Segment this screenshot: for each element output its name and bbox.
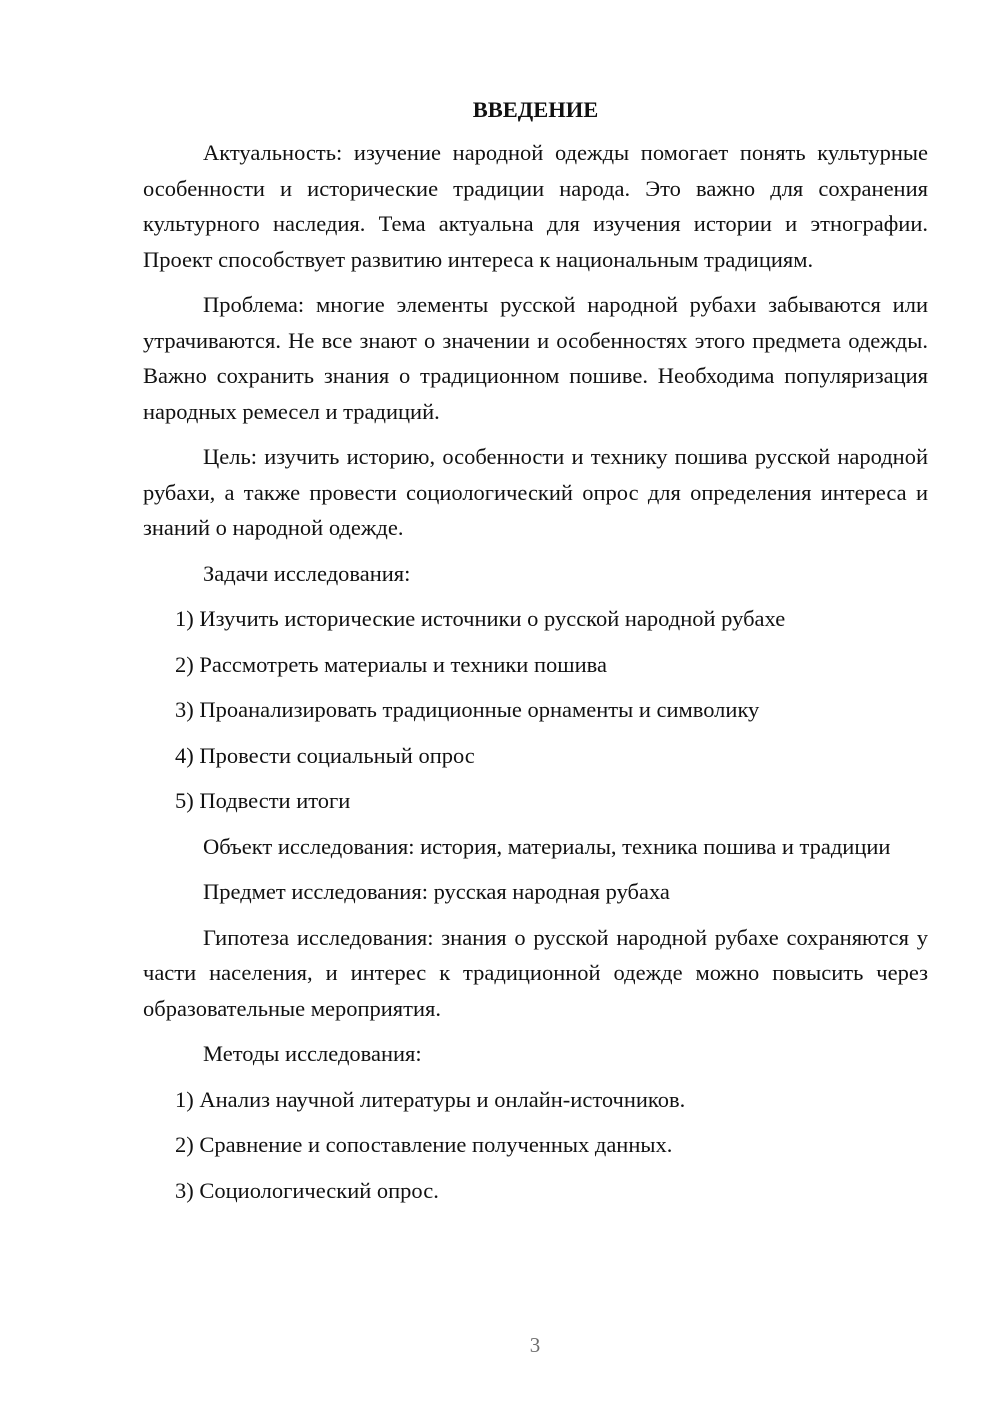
page-content (143, 92, 928, 1218)
object-paragraph: Объект исследования: история, материалы, техника пошива и традиции (203, 833, 891, 859)
list-item: 4) Провести социальный опрос (175, 742, 475, 768)
methods-title: Методы исследования: (203, 1041, 422, 1066)
subject-paragraph: Предмет исследования: русская народная рубаха (203, 879, 670, 904)
methods-list (143, 1082, 928, 1209)
section-heading: ВВЕДЕНИЕ (472, 97, 599, 122)
page-number: 3 (529, 1333, 541, 1357)
relevance-paragraph: Актуальность: изучение народной одежды помогает понять культурные особенности и исторические традиции народа. Это важно для сохранения культурного наследия. Тема актуальна для изучения истории и этнографии. Проект способствует развитию интереса к национальным традициям. (143, 140, 928, 272)
tasks-title: Задачи исследования: (203, 560, 411, 586)
list-item: 3) Проанализировать традиционные орнаменты и символику (175, 697, 760, 722)
problem-paragraph: Проблема: многие элементы русской народной рубахи забываются или утрачиваются. Не все знают о значении и особенностях этого предмета одежды. Важно сохранить знания о традиционном пошиве. Необходима популяризация народных ремесел и традиций. (143, 292, 928, 424)
list-item: 2) Сравнение и сопоставление полученных данных. (175, 1132, 673, 1157)
hypothesis-paragraph: Гипотеза исследования: знания о русской народной рубахе сохраняются у части населения, и интерес к традиционной одежде можно повысить через образовательные мероприятия. (143, 924, 928, 1021)
list-item: 2) Рассмотреть материалы и техники пошива (175, 651, 607, 677)
tasks-list (143, 601, 928, 819)
list-item: 5) Подвести итоги (175, 788, 351, 813)
list-item: 3) Социологический опрос. (175, 1177, 439, 1203)
list-item: 1) Анализ научной литературы и онлайн-источников. (175, 1086, 686, 1112)
list-item: 1) Изучить исторические источники о русской народной рубахе (175, 606, 786, 631)
goal-paragraph: Цель: изучить историю, особенности и технику пошива русской народной рубахи, а также провести социологический опрос для определения интереса и знаний о народной одежде. (143, 444, 928, 540)
